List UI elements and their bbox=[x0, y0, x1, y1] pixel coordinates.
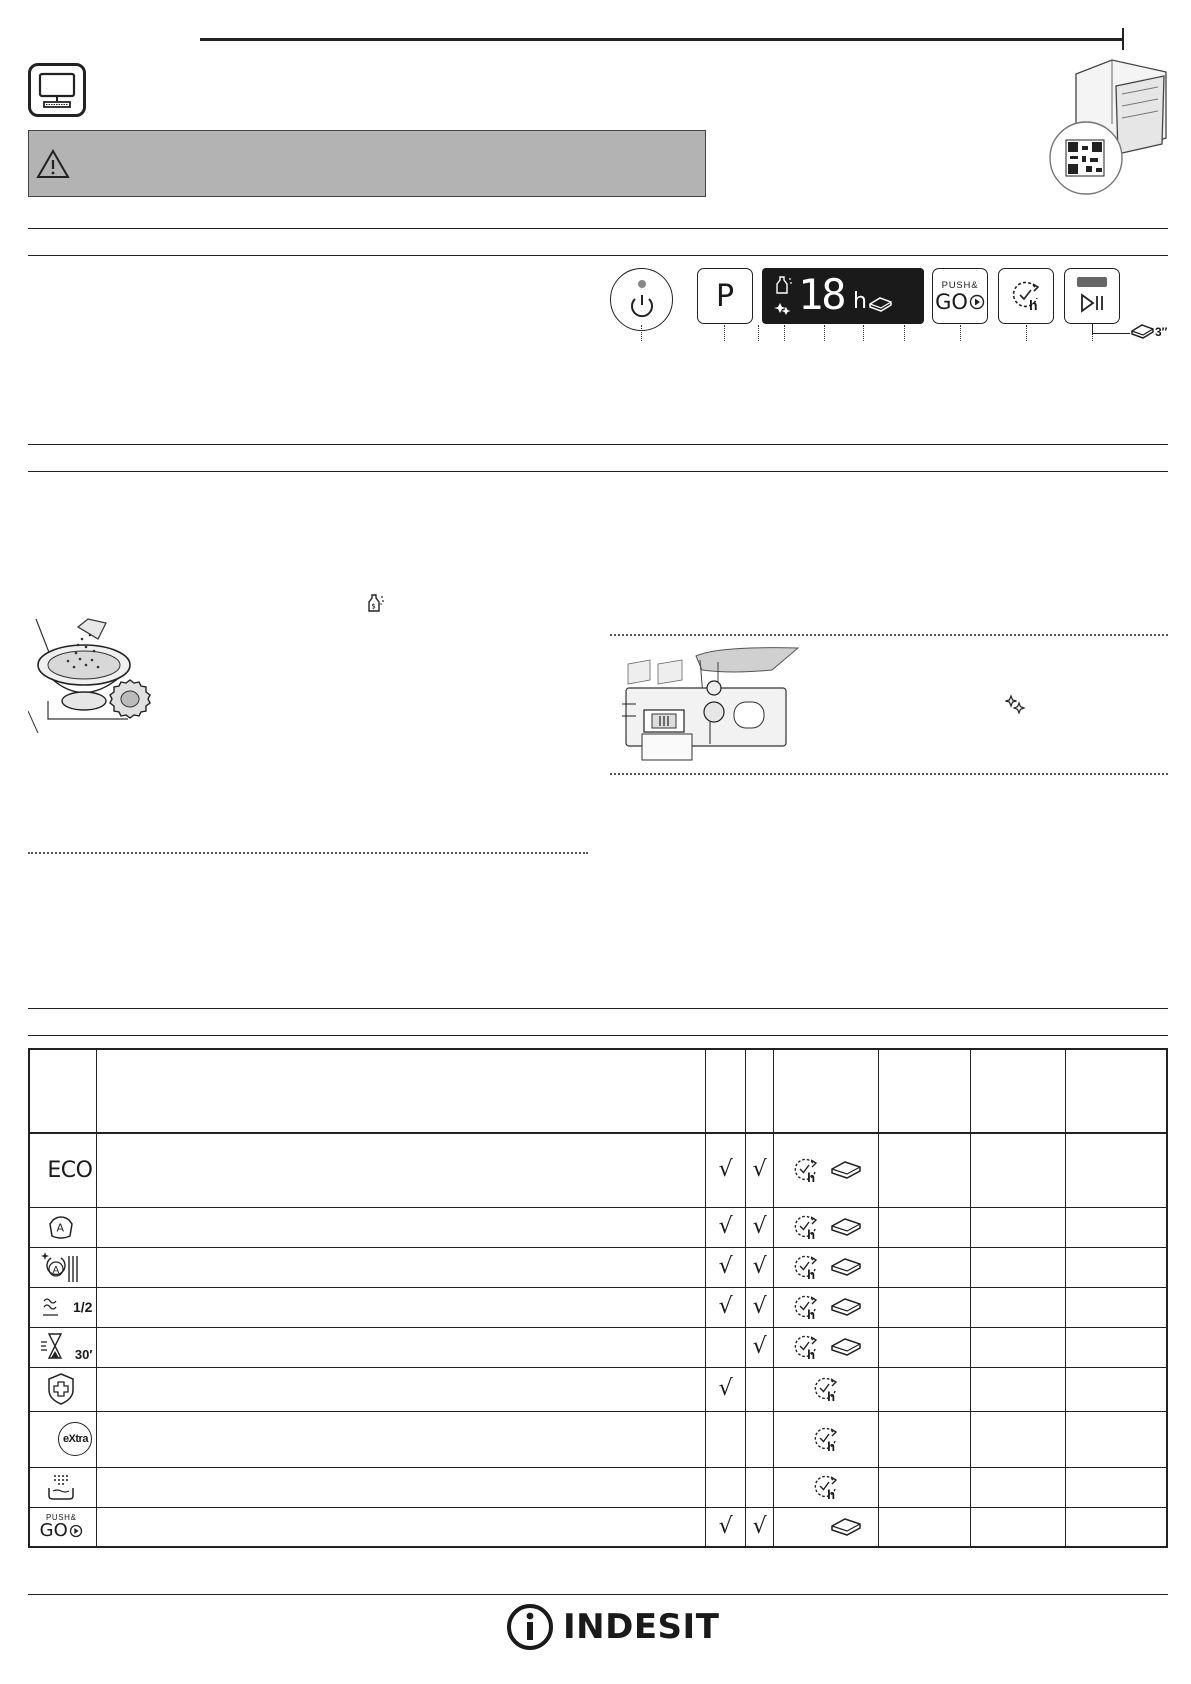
program-table bbox=[28, 1048, 1168, 1548]
hygiene-shield-icon bbox=[46, 1372, 76, 1406]
delay-option-icon bbox=[789, 1332, 823, 1362]
push-go-top-label: PUSH& bbox=[45, 1512, 77, 1522]
header-cell bbox=[97, 1049, 706, 1133]
section-rule-3a bbox=[28, 1008, 1168, 1009]
check-col-1 bbox=[706, 1247, 746, 1287]
check-col-2 bbox=[746, 1507, 774, 1547]
delay-unit: h bbox=[1029, 297, 1038, 313]
options-cell bbox=[774, 1287, 879, 1327]
program-row bbox=[29, 1247, 1167, 1287]
push-and-go-bottom-label: GO bbox=[935, 289, 968, 314]
check-col-1 bbox=[706, 1287, 746, 1327]
table-header-row bbox=[29, 1049, 1167, 1133]
tablet-option-icon bbox=[829, 1215, 863, 1239]
program-description-cell bbox=[97, 1507, 706, 1547]
delay-option-icon bbox=[809, 1424, 843, 1454]
auto-sparkle-cutlery-icon bbox=[41, 1250, 81, 1284]
play-circle-icon bbox=[969, 294, 985, 310]
check-mark: √ bbox=[718, 1254, 733, 1279]
header-cell bbox=[879, 1049, 971, 1133]
svg-text:A: A bbox=[52, 1265, 60, 1276]
section-rule-2a bbox=[28, 444, 1168, 445]
header-rule bbox=[200, 38, 1124, 41]
check-col-2 bbox=[746, 1207, 774, 1247]
program-icon-cell bbox=[29, 1507, 97, 1547]
salt-cap-illustration bbox=[104, 676, 156, 720]
check-col-2 bbox=[746, 1411, 774, 1467]
section-rule-1a bbox=[28, 228, 1168, 229]
empty-cell bbox=[879, 1367, 971, 1411]
header-cell bbox=[29, 1049, 97, 1133]
header-cell bbox=[1065, 1049, 1167, 1133]
header-cell bbox=[970, 1049, 1065, 1133]
tablet-option-icon bbox=[829, 1255, 863, 1279]
dotted-separator-right-bottom bbox=[610, 773, 1168, 775]
start-indicator-light bbox=[1077, 277, 1107, 287]
tablet-hold-bracket bbox=[1092, 324, 1130, 334]
program-row bbox=[29, 1327, 1167, 1367]
warning-box bbox=[28, 130, 706, 197]
empty-cell bbox=[1065, 1327, 1167, 1367]
delay-option-unit: h bbox=[807, 1170, 816, 1186]
leader-program bbox=[724, 325, 725, 341]
program-button[interactable] bbox=[697, 268, 753, 324]
program-description-cell bbox=[97, 1411, 706, 1467]
program-description-cell bbox=[97, 1367, 706, 1411]
header-cell bbox=[774, 1049, 879, 1133]
salt-indicator-icon bbox=[772, 299, 794, 319]
quick-30-label: 30′ bbox=[74, 1347, 93, 1362]
empty-cell bbox=[879, 1133, 971, 1207]
section-rule-3b bbox=[28, 1035, 1168, 1036]
header-rule-end bbox=[1122, 28, 1124, 50]
rinse-aid-indicator-icon bbox=[772, 274, 794, 296]
empty-cell bbox=[879, 1247, 971, 1287]
delay-timer-icon bbox=[1007, 277, 1045, 315]
leader-power bbox=[641, 325, 642, 341]
check-mark: √ bbox=[752, 1513, 767, 1539]
options-cell bbox=[774, 1411, 879, 1467]
monitor-icon bbox=[28, 63, 86, 117]
leader-pushgo bbox=[960, 325, 961, 341]
program-description-cell bbox=[97, 1133, 706, 1207]
check-col-1 bbox=[706, 1467, 746, 1507]
program-icon-cell bbox=[29, 1327, 97, 1367]
empty-cell bbox=[879, 1287, 971, 1327]
dotted-separator-right-top bbox=[610, 634, 1168, 636]
tablet-hold-duration: 3″ bbox=[1155, 325, 1168, 339]
delay-option-unit: h bbox=[807, 1227, 816, 1242]
empty-cell bbox=[970, 1367, 1065, 1411]
delay-option-unit: h bbox=[827, 1487, 836, 1502]
program-description-cell bbox=[97, 1247, 706, 1287]
delay-option-icon bbox=[789, 1252, 823, 1282]
program-button-label: P bbox=[715, 278, 735, 314]
section-rule-1b bbox=[28, 255, 1168, 256]
options-cell bbox=[774, 1327, 879, 1367]
push-and-go-button[interactable] bbox=[932, 268, 988, 324]
dotted-separator-left bbox=[28, 852, 588, 854]
start-pause-button[interactable] bbox=[1064, 268, 1120, 324]
check-col-1 bbox=[706, 1411, 746, 1467]
check-col-2 bbox=[746, 1327, 774, 1367]
delay-option-icon bbox=[789, 1212, 823, 1242]
half-load-icon bbox=[30, 1295, 92, 1319]
power-button[interactable] bbox=[610, 268, 673, 331]
delay-option-unit: h bbox=[827, 1439, 836, 1454]
empty-cell bbox=[970, 1467, 1065, 1507]
rinse-aid-dispenser-illustration bbox=[622, 644, 800, 762]
empty-cell bbox=[1065, 1133, 1167, 1207]
rinse-aid-sparkle-inline-icon bbox=[1004, 694, 1026, 716]
check-col-1 bbox=[706, 1507, 746, 1547]
tablet-option-icon bbox=[829, 1515, 863, 1539]
empty-cell bbox=[970, 1207, 1065, 1247]
check-col-1 bbox=[706, 1133, 746, 1207]
extra-icon: eXtra bbox=[58, 1422, 92, 1456]
check-mark: √ bbox=[718, 1157, 733, 1183]
check-mark: √ bbox=[752, 1254, 767, 1279]
empty-cell bbox=[1065, 1467, 1167, 1507]
tablet-option-icon bbox=[829, 1335, 863, 1359]
program-row bbox=[29, 1411, 1167, 1467]
options-cell bbox=[774, 1133, 879, 1207]
quick-30-icon bbox=[30, 1332, 92, 1362]
program-icon-cell bbox=[29, 1367, 97, 1411]
program-description-cell bbox=[97, 1327, 706, 1367]
program-description-cell bbox=[97, 1467, 706, 1507]
header-cell bbox=[706, 1049, 746, 1133]
program-row bbox=[29, 1367, 1167, 1411]
dishwasher-qr-illustration bbox=[1046, 54, 1172, 202]
program-row bbox=[29, 1287, 1167, 1327]
empty-cell bbox=[879, 1411, 971, 1467]
check-mark: √ bbox=[752, 1294, 767, 1319]
empty-cell bbox=[1065, 1411, 1167, 1467]
check-mark: √ bbox=[718, 1294, 733, 1319]
empty-cell bbox=[1065, 1507, 1167, 1547]
program-icon-cell bbox=[29, 1467, 97, 1507]
tablet-option-icon bbox=[829, 1158, 863, 1182]
program-icon-cell bbox=[29, 1247, 97, 1287]
check-col-2 bbox=[746, 1467, 774, 1507]
delay-option-icon bbox=[789, 1155, 823, 1185]
brand-name: INDESIT bbox=[563, 1607, 720, 1647]
half-load-label: 1/2 bbox=[72, 1299, 93, 1315]
empty-cell bbox=[879, 1327, 971, 1367]
push-and-go-bottom bbox=[935, 291, 985, 313]
delay-option-icon bbox=[809, 1374, 843, 1404]
options-cell bbox=[774, 1207, 879, 1247]
empty-cell bbox=[970, 1247, 1065, 1287]
delay-start-button[interactable] bbox=[998, 268, 1054, 324]
leader-display-1 bbox=[758, 325, 759, 341]
check-col-2 bbox=[746, 1247, 774, 1287]
leader-display-4 bbox=[863, 325, 864, 341]
program-icon-cell bbox=[29, 1411, 97, 1467]
rinse-aid-inline-icon bbox=[364, 592, 386, 614]
delay-option-icon bbox=[809, 1472, 843, 1502]
display-unit: h bbox=[853, 289, 867, 314]
program-icon-cell bbox=[29, 1207, 97, 1247]
empty-cell bbox=[970, 1287, 1065, 1327]
empty-cell bbox=[1065, 1207, 1167, 1247]
footer-rule bbox=[28, 1594, 1168, 1595]
program-row bbox=[29, 1507, 1167, 1547]
empty-cell bbox=[970, 1411, 1065, 1467]
leader-display-5 bbox=[904, 325, 905, 341]
check-col-1 bbox=[706, 1367, 746, 1411]
empty-cell bbox=[970, 1327, 1065, 1367]
delay-option-unit: h bbox=[807, 1267, 816, 1282]
section-rule-2b bbox=[28, 471, 1168, 472]
display-panel bbox=[762, 268, 924, 324]
check-mark: √ bbox=[718, 1376, 733, 1401]
delay-option-unit: h bbox=[807, 1347, 816, 1362]
prewash-icon bbox=[45, 1472, 77, 1502]
empty-cell bbox=[970, 1507, 1065, 1547]
check-mark: √ bbox=[752, 1157, 767, 1183]
svg-text:A: A bbox=[56, 1221, 65, 1235]
program-description-cell bbox=[97, 1287, 706, 1327]
check-mark: √ bbox=[718, 1214, 733, 1239]
empty-cell bbox=[1065, 1367, 1167, 1411]
leader-display-3 bbox=[824, 325, 825, 341]
push-go-bottom-label: GO bbox=[39, 1519, 68, 1541]
indesit-logo-icon bbox=[505, 1602, 555, 1652]
check-col-2 bbox=[746, 1287, 774, 1327]
push-and-go-top-label: PUSH& bbox=[941, 279, 979, 291]
empty-cell bbox=[879, 1467, 971, 1507]
empty-cell bbox=[970, 1133, 1065, 1207]
auto-icon bbox=[46, 1212, 76, 1242]
program-row bbox=[29, 1467, 1167, 1507]
delay-option-icon bbox=[789, 1292, 823, 1322]
options-cell bbox=[774, 1467, 879, 1507]
program-icon-cell bbox=[29, 1133, 97, 1207]
empty-cell bbox=[879, 1207, 971, 1247]
tablet-hold-icon bbox=[1130, 322, 1156, 340]
power-icon bbox=[622, 278, 662, 322]
program-row bbox=[29, 1133, 1167, 1207]
svg-text:$: $ bbox=[371, 602, 376, 611]
tablet-indicator-icon bbox=[868, 295, 894, 313]
warning-icon bbox=[35, 148, 71, 180]
push-go-icon bbox=[30, 1514, 92, 1540]
check-mark: √ bbox=[752, 1214, 767, 1239]
options-cell bbox=[774, 1507, 879, 1547]
program-row bbox=[29, 1207, 1167, 1247]
eco-label: ECO bbox=[47, 1157, 93, 1183]
program-description-cell bbox=[97, 1207, 706, 1247]
options-cell bbox=[774, 1367, 879, 1411]
check-col-2 bbox=[746, 1133, 774, 1207]
check-col-2 bbox=[746, 1367, 774, 1411]
leader-display-2 bbox=[784, 325, 785, 341]
header-cell bbox=[746, 1049, 774, 1133]
tablet-option-icon bbox=[829, 1295, 863, 1319]
empty-cell bbox=[1065, 1287, 1167, 1327]
check-mark: √ bbox=[752, 1334, 767, 1359]
check-mark: √ bbox=[718, 1513, 733, 1539]
delay-option-unit: h bbox=[807, 1307, 816, 1322]
display-digits: 18 bbox=[798, 270, 845, 319]
brand-logo bbox=[505, 1602, 719, 1652]
empty-cell bbox=[879, 1507, 971, 1547]
leader-delay bbox=[1026, 325, 1027, 341]
check-col-1 bbox=[706, 1327, 746, 1367]
program-icon-cell bbox=[29, 1287, 97, 1327]
check-col-1 bbox=[706, 1207, 746, 1247]
options-cell bbox=[774, 1247, 879, 1287]
empty-cell bbox=[1065, 1247, 1167, 1287]
play-pause-icon bbox=[1078, 293, 1106, 313]
delay-option-unit: h bbox=[827, 1389, 836, 1404]
